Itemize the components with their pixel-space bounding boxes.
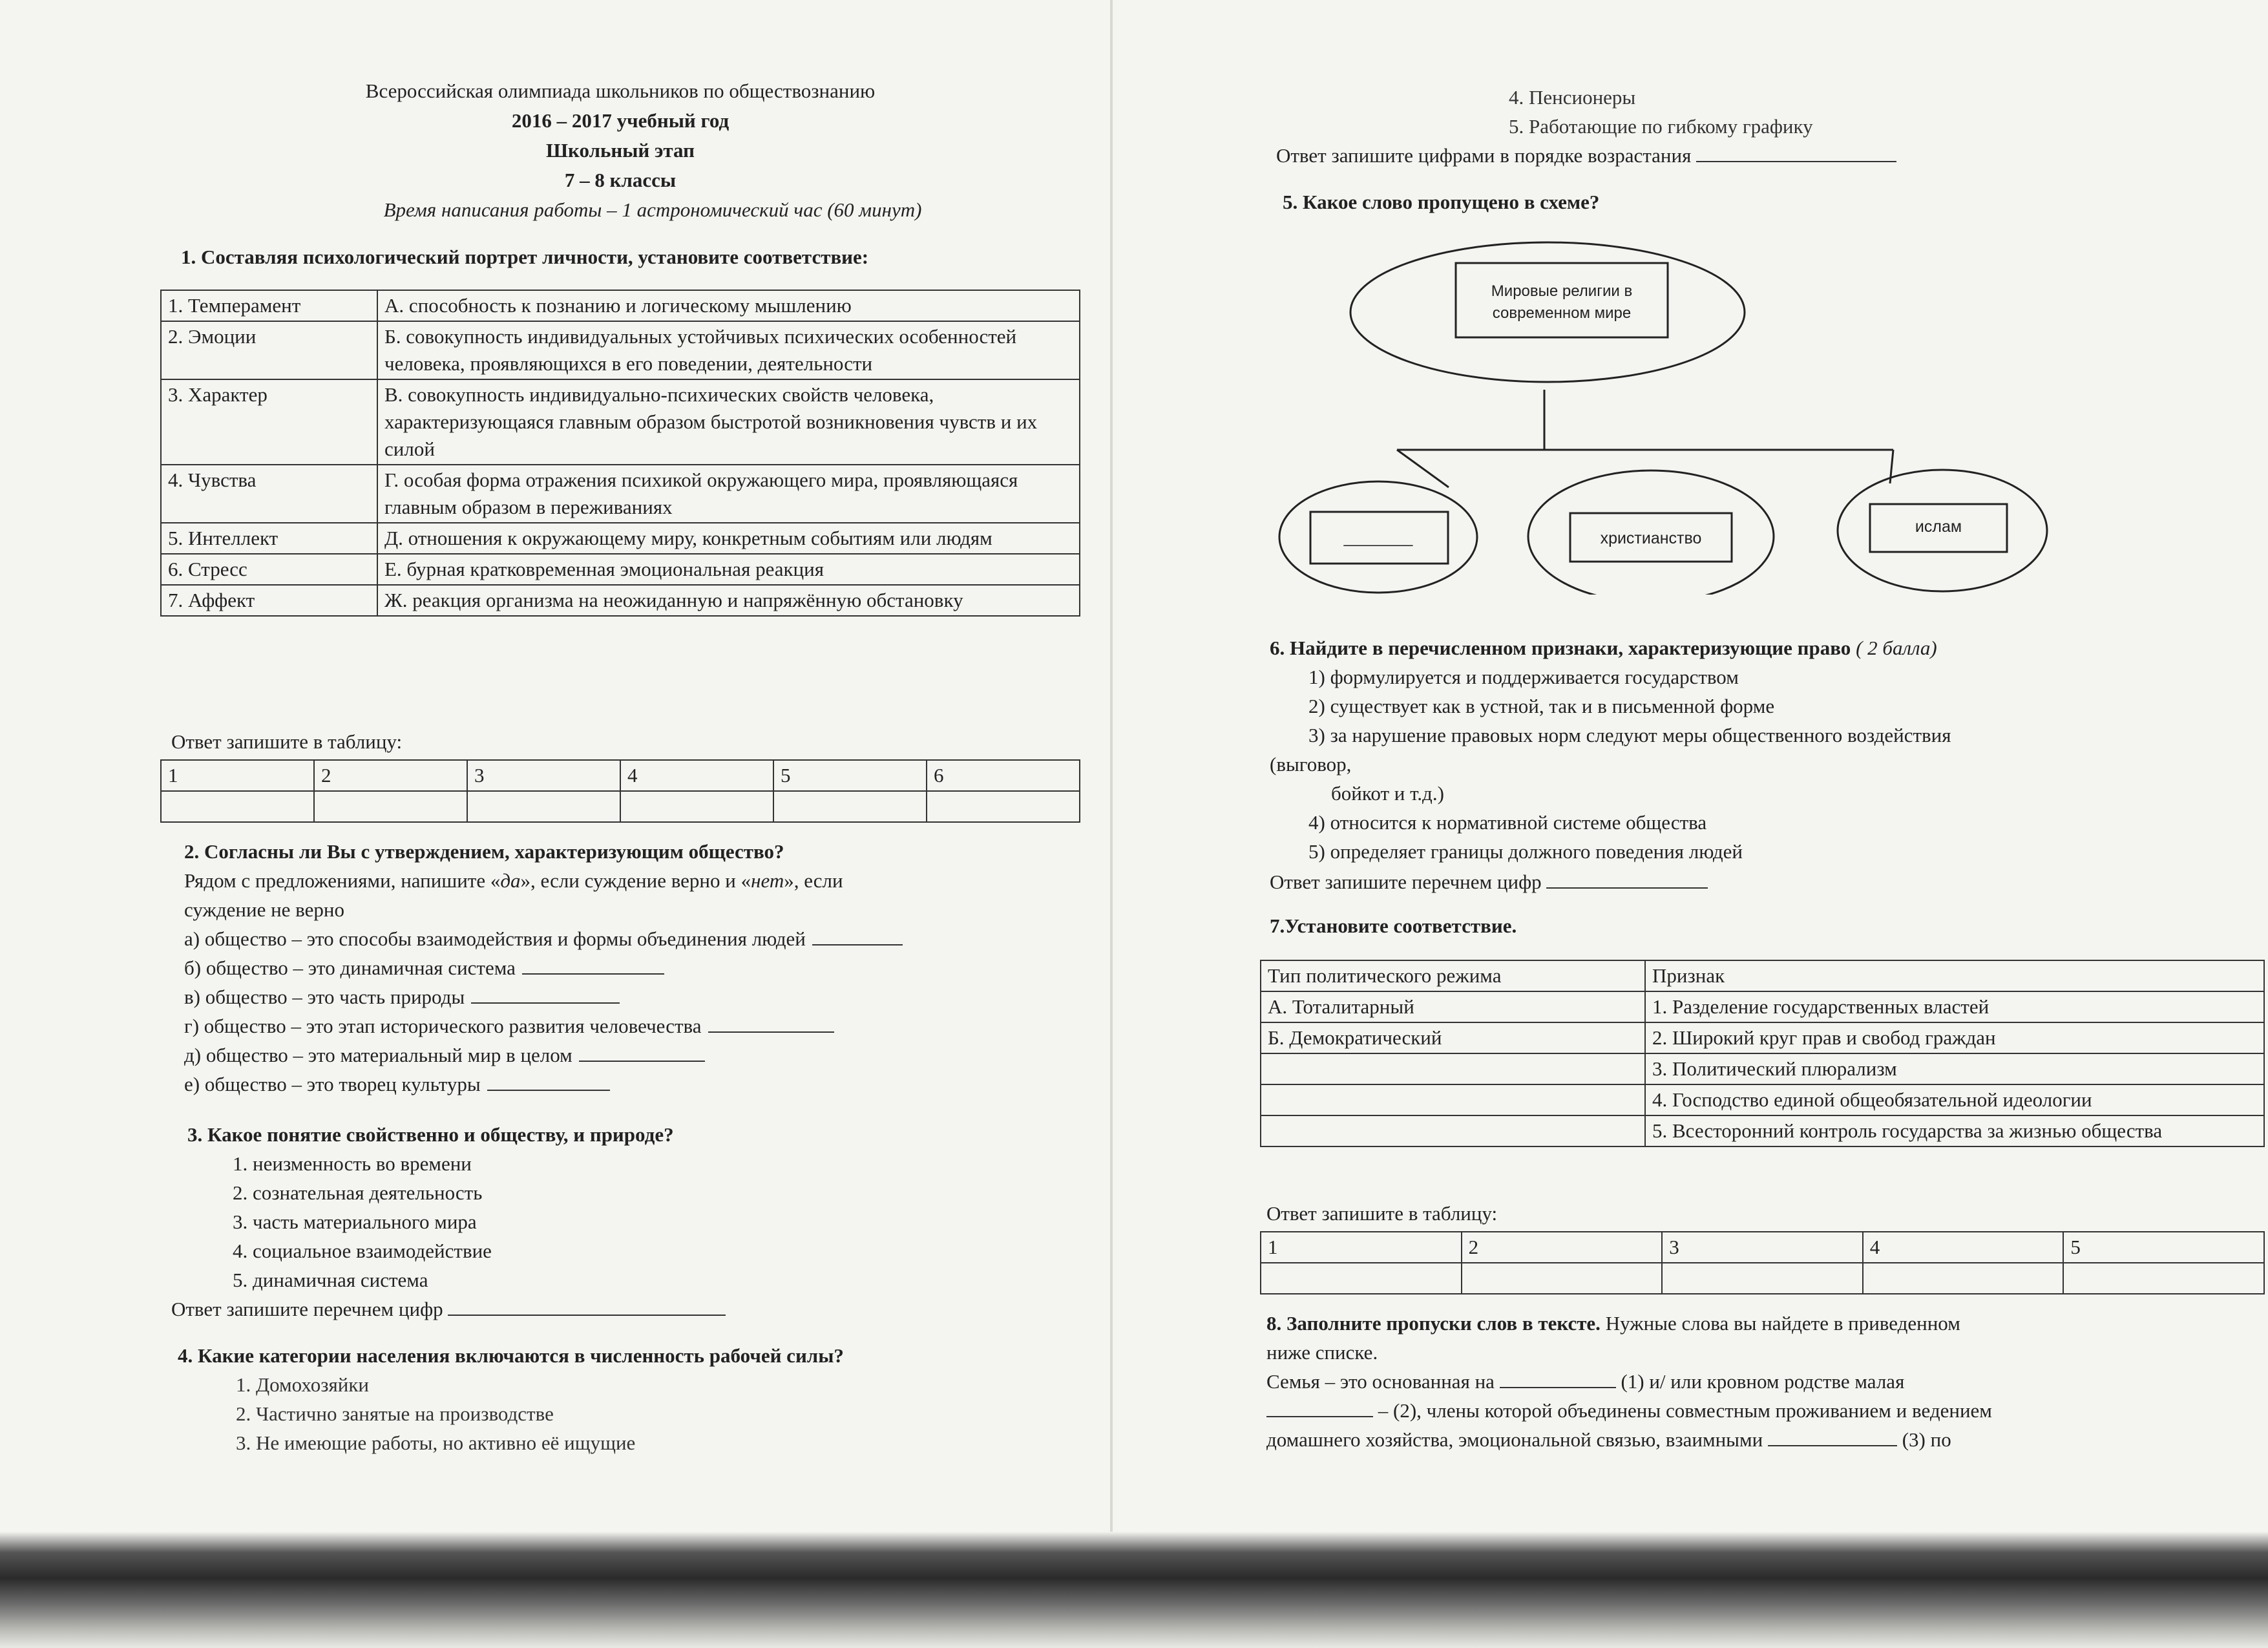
q1-row-term: 3. Характер bbox=[161, 379, 377, 465]
middle-box-text: христианство bbox=[1600, 529, 1702, 547]
q7-answer-cell[interactable] bbox=[1261, 1263, 1462, 1294]
q7-answer-cell[interactable] bbox=[1863, 1263, 2064, 1294]
q2-intro: Рядом с предложениями, напишите «да», если суждение верно и «нет», если bbox=[184, 869, 843, 892]
q6-option: 3) за нарушение правовых норм следуют меры общественного воздействия bbox=[1308, 724, 1951, 746]
q4-option: 2. Частично занятые на производстве bbox=[236, 1402, 554, 1425]
q6-answer-line: Ответ запишите перечнем цифр bbox=[1270, 867, 2252, 896]
top-box-line1: Мировые религии в bbox=[1491, 282, 1633, 300]
q2-title: 2. Согласны ли Вы с утверждением, характеризующим общество? bbox=[184, 840, 784, 863]
q8-blank-2[interactable] bbox=[1266, 1397, 1373, 1417]
q1-row bbox=[161, 465, 1080, 523]
right-page bbox=[1111, 0, 2268, 1648]
q4-title: 4. Какие категории населения включаются в численность рабочей силы? bbox=[178, 1344, 844, 1367]
q8-blank-1[interactable] bbox=[1500, 1368, 1616, 1388]
q2-answer-blank[interactable] bbox=[487, 1070, 610, 1091]
q7-row bbox=[1261, 991, 2264, 1022]
q7-row bbox=[1261, 1084, 2264, 1115]
right-box-text: ислам bbox=[1915, 518, 1962, 536]
q1-row-term: 2. Эмоции bbox=[161, 321, 377, 379]
q7-row-regime bbox=[1261, 1115, 1645, 1146]
q2-statement: г) общество – это этап исторического развития человечества bbox=[184, 1011, 1089, 1041]
q8-block bbox=[1266, 1309, 2262, 1454]
q4-continued bbox=[1276, 83, 2245, 170]
q1-answer-col-label: 6 bbox=[927, 760, 1080, 791]
q2-answer-blank[interactable] bbox=[579, 1041, 705, 1062]
q1-answer-table bbox=[160, 759, 1080, 823]
q2-answer-blank[interactable] bbox=[708, 1012, 834, 1033]
q1-row bbox=[161, 379, 1080, 465]
q1-row-term: 7. Аффект bbox=[161, 585, 377, 616]
q6-option: бойкот и т.д.) bbox=[1331, 782, 1444, 805]
q3-option: 3. часть материального мира bbox=[233, 1210, 477, 1233]
q7-header-type: Тип политического режима bbox=[1261, 960, 1645, 991]
q1-row-term: 4. Чувства bbox=[161, 465, 377, 523]
scan-shadow bbox=[0, 1532, 2268, 1648]
q7-row-feature: 5. Всесторонний контроль государства за жизнью общества bbox=[1645, 1115, 2264, 1146]
q1-answer-col-label: 5 bbox=[773, 760, 927, 791]
q7-answer-label: Ответ запишите в таблицу: bbox=[1266, 1202, 1498, 1225]
q1-row-definition: А. способность к познанию и логическому мышлению bbox=[377, 290, 1080, 321]
q1-row bbox=[161, 523, 1080, 554]
q1-answer-cell[interactable] bbox=[773, 791, 927, 822]
q7-answer-table bbox=[1260, 1231, 2265, 1294]
q4-option: 4. Пенсионеры bbox=[1509, 86, 1636, 109]
q8-line2: ниже списке. bbox=[1266, 1341, 1378, 1364]
q2-statement: в) общество – это часть природы bbox=[184, 982, 1089, 1011]
q1-row-definition: Ж. реакция организма на неожиданную и напряжённую обстановку bbox=[377, 585, 1080, 616]
q4-answer-line: Ответ запишите цифрами в порядке возрастания bbox=[1276, 141, 2245, 170]
q1-answer-label: Ответ запишите в таблицу: bbox=[171, 730, 403, 753]
q4-option: 5. Работающие по гибкому графику bbox=[1509, 115, 1813, 138]
q3-answer-blank[interactable] bbox=[448, 1295, 726, 1316]
q1-answer-cell[interactable] bbox=[620, 791, 773, 822]
q7-answer-col-label: 2 bbox=[1462, 1232, 1663, 1263]
q1-row bbox=[161, 321, 1080, 379]
q4-option: 1. Домохозяйки bbox=[236, 1373, 369, 1396]
q1-answer-col-label: 3 bbox=[467, 760, 620, 791]
q7-row bbox=[1261, 1053, 2264, 1084]
q8-line5: домашнего хозяйства, эмоциональной связью, взаимными (3) по bbox=[1266, 1425, 2262, 1454]
q5-scheme bbox=[1273, 233, 2119, 595]
q7-answer-col-label: 4 bbox=[1863, 1232, 2064, 1263]
q5-title: 5. Какое слово пропущено в схеме? bbox=[1283, 191, 1600, 213]
q7-row-feature: 4. Господство единой общеобязательной идеологии bbox=[1645, 1084, 2264, 1115]
q3-option: 4. социальное взаимодействие bbox=[233, 1240, 492, 1262]
top-box bbox=[1456, 263, 1668, 337]
q1-answer-col-label: 2 bbox=[314, 760, 467, 791]
q6-block bbox=[1270, 633, 2252, 896]
q2-intro-end: суждение не верно bbox=[184, 898, 344, 921]
q3-option: 2. сознательная деятельность bbox=[233, 1181, 483, 1204]
q6-option: 1) формулируется и поддерживается государством bbox=[1308, 666, 1739, 688]
document-header bbox=[155, 76, 1086, 225]
q1-answer-cell[interactable] bbox=[927, 791, 1080, 822]
q7-title: 7.Установите соответствие. bbox=[1270, 914, 1517, 937]
olympiad-title: Всероссийская олимпиада школьников по обществознанию bbox=[365, 79, 876, 102]
q2-statement: а) общество – это способы взаимодействия и формы объединения людей bbox=[184, 924, 1089, 953]
q6-option: (выговор, bbox=[1270, 753, 1352, 776]
q1-answer-cell[interactable] bbox=[314, 791, 467, 822]
q7-table bbox=[1260, 960, 2265, 1147]
q7-row-regime: А. Тоталитарный bbox=[1261, 991, 1645, 1022]
left-box-blank: ________ bbox=[1343, 529, 1413, 547]
q6-points: ( 2 балла) bbox=[1856, 637, 1937, 659]
grades-label: 7 – 8 классы bbox=[564, 169, 677, 191]
q2-statement: е) общество – это творец культуры bbox=[184, 1070, 1089, 1099]
q1-row-term: 5. Интеллект bbox=[161, 523, 377, 554]
q7-answer-cell[interactable] bbox=[1462, 1263, 1663, 1294]
q6-option: 5) определяет границы должного поведения людей bbox=[1308, 840, 1743, 863]
q7-answer-cell[interactable] bbox=[1662, 1263, 1863, 1294]
q7-row-regime: Б. Демократический bbox=[1261, 1022, 1645, 1053]
q1-table bbox=[160, 290, 1080, 617]
q3-answer-line: Ответ запишите перечнем цифр bbox=[171, 1294, 1092, 1324]
q2-statement: б) общество – это динамичная система bbox=[184, 953, 1089, 982]
q7-row-regime bbox=[1261, 1053, 1645, 1084]
q6-option: 2) существует как в устной, так и в письменной форме bbox=[1308, 695, 1775, 717]
q8-line4: – (2), члены которой объединены совместным проживанием и ведением bbox=[1266, 1396, 2262, 1425]
top-box-line2: современном мире bbox=[1492, 304, 1632, 322]
q1-title: 1. Составляя психологический портрет личности, установите соответствие: bbox=[181, 246, 869, 268]
q7-answer-col-label: 3 bbox=[1662, 1232, 1863, 1263]
q7-row bbox=[1261, 1022, 2264, 1053]
q8-line3: Семья – это основанная на (1) и/ или кровном родстве малая bbox=[1266, 1367, 2262, 1396]
q7-row bbox=[1261, 1115, 2264, 1146]
q1-row-definition: Г. особая форма отражения психикой окружающего мира, проявляющаяся главным образом в переживаниях bbox=[377, 465, 1080, 523]
q7-header-feature: Признак bbox=[1645, 960, 2264, 991]
school-year: 2016 – 2017 учебный год bbox=[511, 109, 730, 132]
q2-statement: д) общество – это материальный мир в целом bbox=[184, 1041, 1089, 1070]
q7-row-feature: 1. Разделение государственных властей bbox=[1645, 991, 2264, 1022]
q6-option: 4) относится к нормативной системе общества bbox=[1308, 811, 1707, 834]
q1-row-definition: В. совокупность индивидуально-психических свойств человека, характеризующаяся главным образом быстротой возникновения чувств и их силой bbox=[377, 379, 1080, 465]
branch-left bbox=[1397, 450, 1449, 487]
q1-row bbox=[161, 290, 1080, 321]
q1-answer-col-label: 1 bbox=[161, 760, 314, 791]
q2-answer-blank[interactable] bbox=[471, 983, 620, 1004]
q8-blank-3[interactable] bbox=[1768, 1426, 1897, 1446]
time-note: Время написания работы – 1 астрономический час (60 минут) bbox=[383, 198, 922, 221]
q4-option: 3. Не имеющие работы, но активно её ищущие bbox=[236, 1431, 636, 1454]
q2-block bbox=[184, 837, 1089, 1099]
q1-answer-cell[interactable] bbox=[161, 791, 314, 822]
q7-answer-col-label: 1 bbox=[1261, 1232, 1462, 1263]
q1-row-definition: Д. отношения к окружающему миру, конкретным событиям или людям bbox=[377, 523, 1080, 554]
q3-title: 3. Какое понятие свойственно и обществу, и природе? bbox=[187, 1123, 674, 1146]
q1-row-definition: Б. совокупность индивидуальных устойчивых психических особенностей человека, проявляющихся в его поведении, деятельности bbox=[377, 321, 1080, 379]
q3-option: 5. динамичная система bbox=[233, 1269, 428, 1291]
q7-header-row bbox=[1261, 960, 2264, 991]
q7-row-feature: 2. Широкий круг прав и свобод граждан bbox=[1645, 1022, 2264, 1053]
q1-row-term: 6. Стресс bbox=[161, 554, 377, 585]
q4-answer-blank[interactable] bbox=[1696, 142, 1896, 162]
q3-option: 1. неизменность во времени bbox=[233, 1152, 472, 1175]
q7-answer-col-label: 5 bbox=[2063, 1232, 2264, 1263]
left-page bbox=[0, 0, 1111, 1648]
q2-answer-blank[interactable] bbox=[812, 925, 903, 945]
q8-title-line: 8. Заполните пропуски слов в тексте. Нужные слова вы найдете в приведенном bbox=[1266, 1312, 1960, 1335]
q2-answer-blank[interactable] bbox=[522, 954, 664, 975]
q1-answer-cell[interactable] bbox=[467, 791, 620, 822]
q1-row-definition: Е. бурная кратковременная эмоциональная реакция bbox=[377, 554, 1080, 585]
stage-label: Школьный этап bbox=[545, 139, 695, 162]
q6-title: 6. Найдите в перечисленном признаки, характеризующие право ( 2 балла) bbox=[1270, 637, 1937, 659]
q1-answer-col-label: 4 bbox=[620, 760, 773, 791]
q1-row bbox=[161, 585, 1080, 616]
q3-block bbox=[171, 1120, 1092, 1324]
q7-row-regime bbox=[1261, 1084, 1645, 1115]
q1-row bbox=[161, 554, 1080, 585]
q4-block bbox=[178, 1341, 1095, 1457]
q7-row-feature: 3. Политический плюрализм bbox=[1645, 1053, 2264, 1084]
q6-answer-blank[interactable] bbox=[1546, 868, 1708, 889]
q7-answer-cell[interactable] bbox=[2063, 1263, 2264, 1294]
q1-row-term: 1. Темперамент bbox=[161, 290, 377, 321]
